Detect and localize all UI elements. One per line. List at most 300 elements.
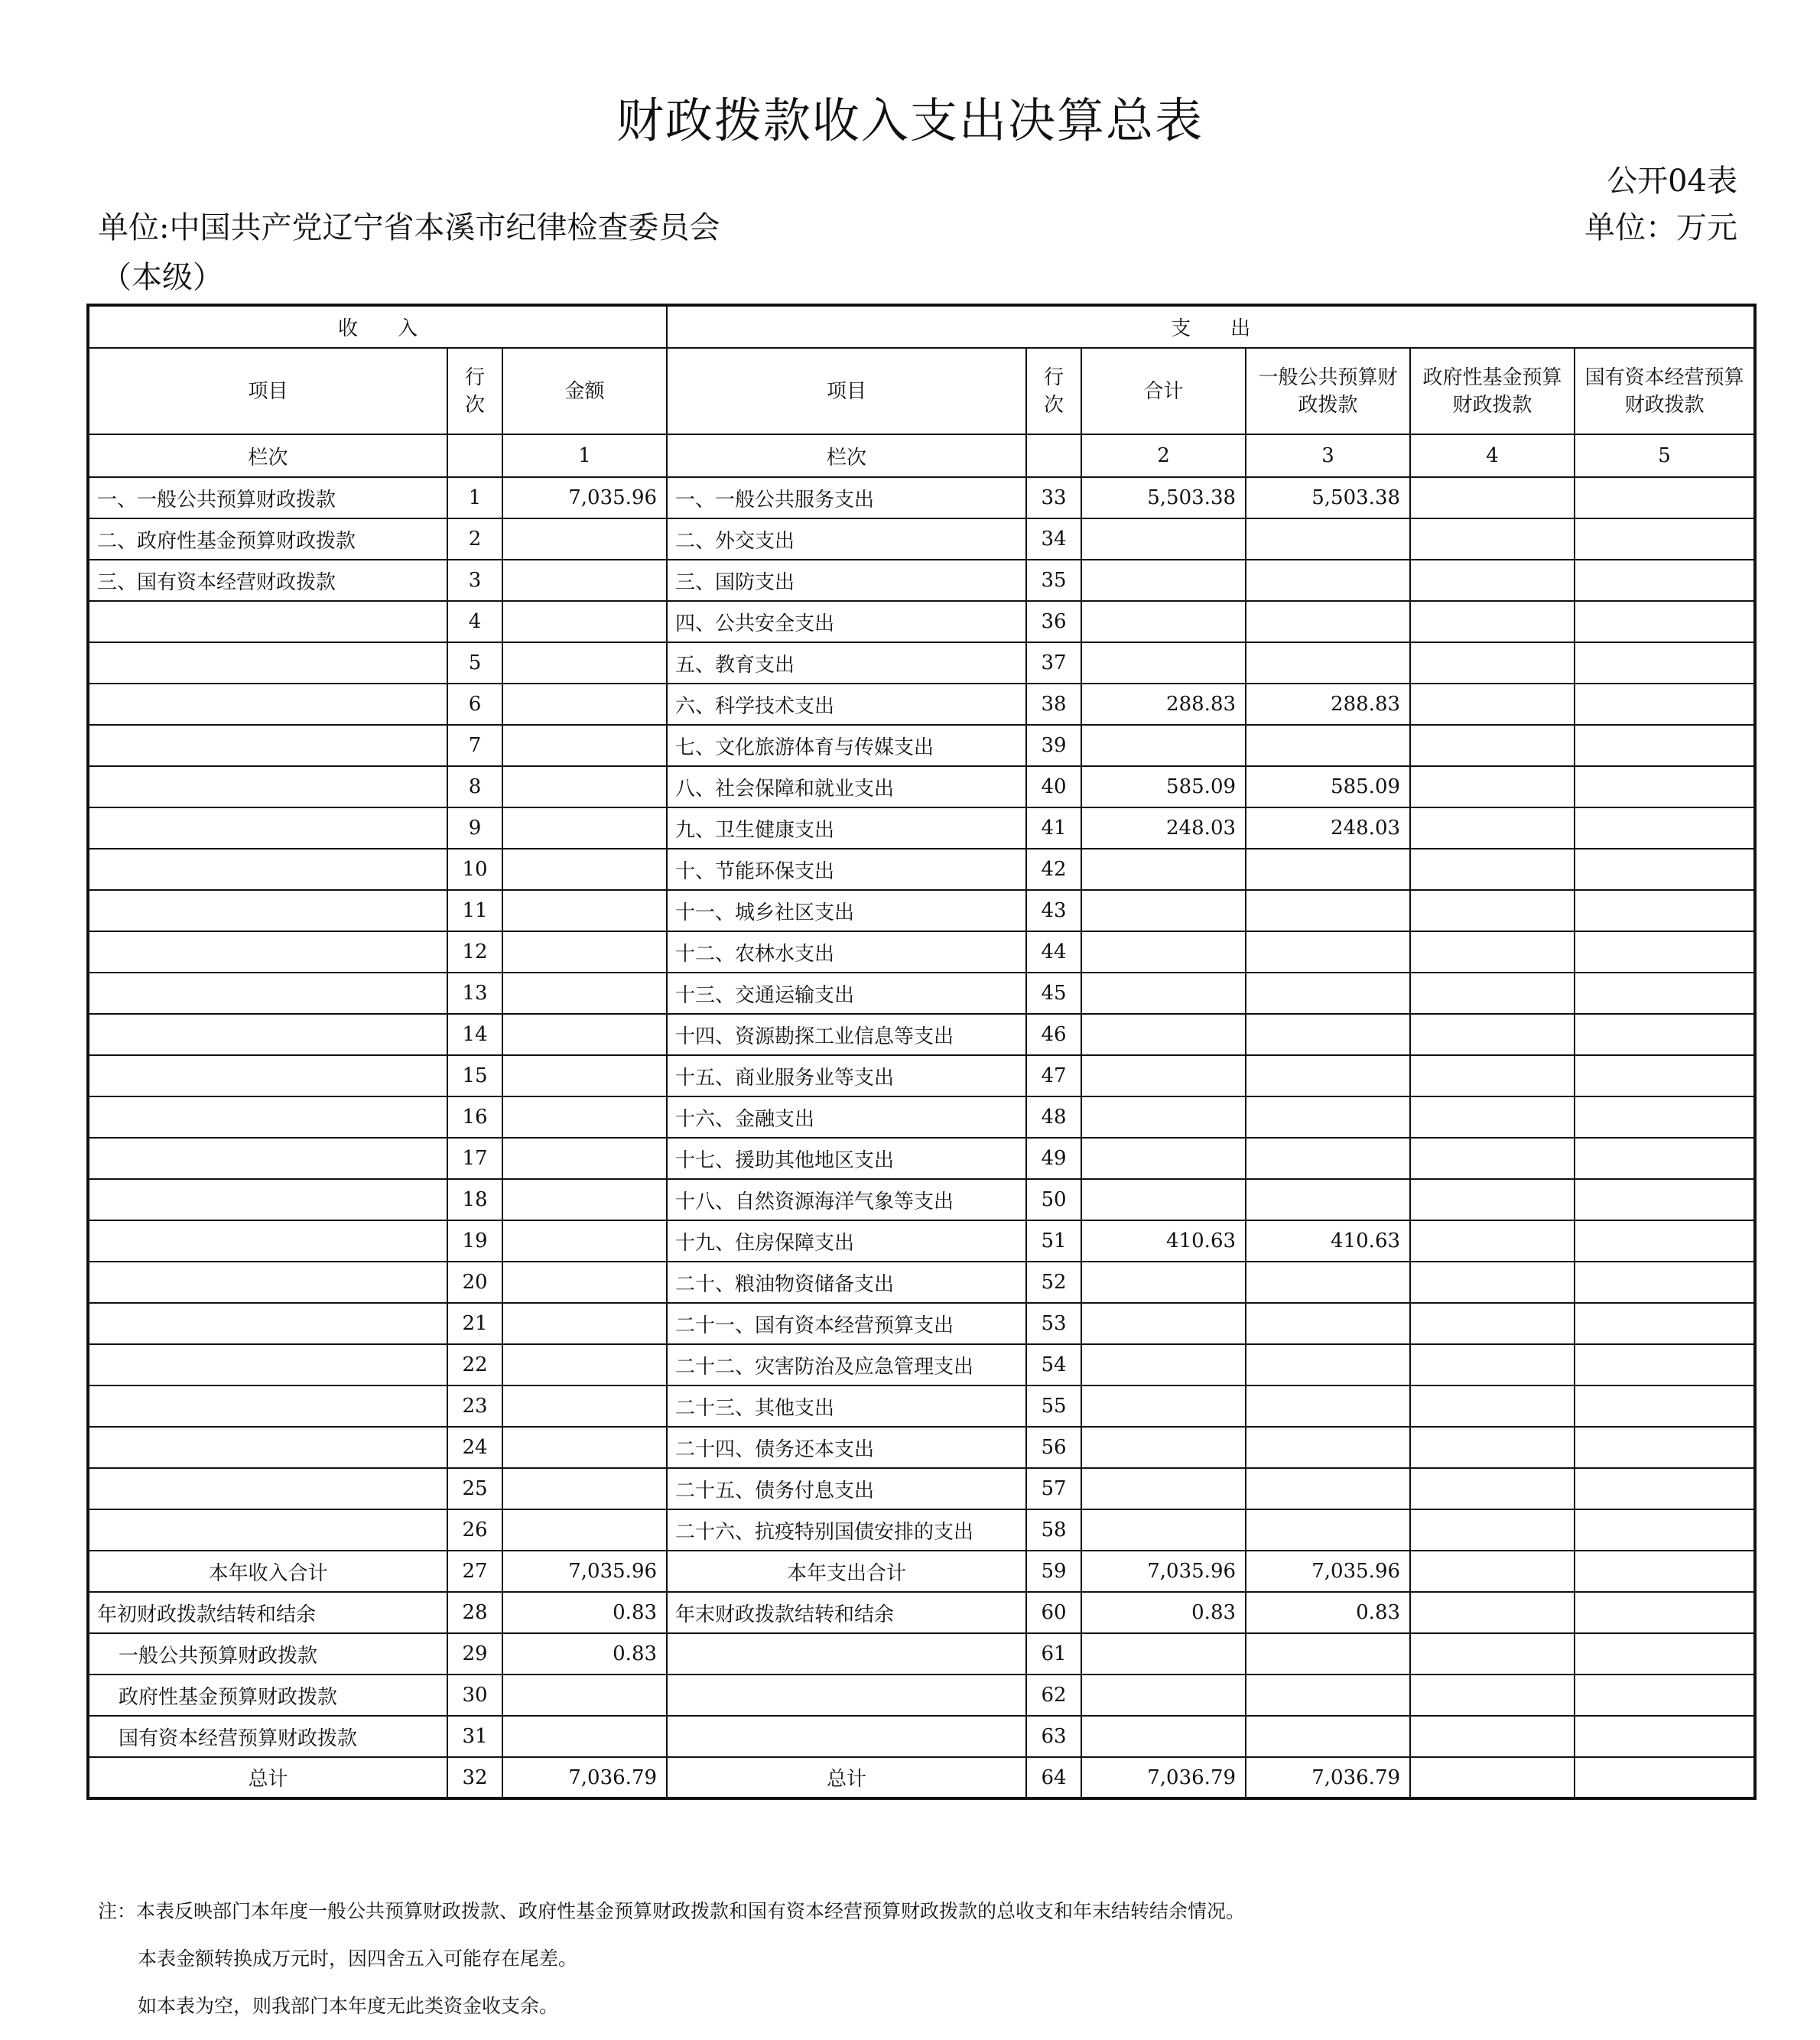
income-item-cell xyxy=(88,1344,447,1385)
table-row xyxy=(88,1179,1755,1220)
footnote-2: 本表金额转换成万元时，因四舍五入可能存在尾差。 xyxy=(138,1947,578,1970)
general-budget-amount-cell: 410.63 xyxy=(1246,1220,1410,1262)
income-amount-cell xyxy=(502,1138,667,1179)
expense-column-label: 栏次 xyxy=(667,434,1026,477)
expense-total-cell xyxy=(1081,1633,1246,1675)
income-amount-cell xyxy=(502,1303,667,1344)
income-amount-cell xyxy=(502,973,667,1014)
income-amount-cell xyxy=(502,1468,667,1509)
expense-total-cell: 0.83 xyxy=(1081,1592,1246,1633)
general-budget-amount-cell xyxy=(1246,1468,1410,1509)
expense-item-cell: 二十三、其他支出 xyxy=(667,1385,1026,1427)
gov-fund-amount-cell xyxy=(1410,1096,1575,1138)
soe-capital-amount-cell xyxy=(1575,1303,1755,1344)
expense-row-no-cell: 36 xyxy=(1026,601,1081,642)
soe-capital-amount-cell xyxy=(1575,1592,1755,1633)
soe-capital-header: 国有资本经营预算财政拨款 xyxy=(1575,348,1755,434)
soe-capital-amount-cell xyxy=(1575,973,1755,1014)
income-item-cell: 年初财政拨款结转和结余 xyxy=(88,1592,447,1633)
income-amount-cell xyxy=(502,1262,667,1303)
expense-row-no-cell: 49 xyxy=(1026,1138,1081,1179)
expense-item-cell: 十七、援助其他地区支出 xyxy=(667,1138,1026,1179)
gov-fund-amount-cell xyxy=(1410,973,1575,1014)
expense-row-no-cell: 63 xyxy=(1026,1716,1081,1757)
expense-row-no-cell: 55 xyxy=(1026,1385,1081,1427)
gov-fund-amount-cell xyxy=(1410,890,1575,931)
expense-row-no-cell: 51 xyxy=(1026,1220,1081,1262)
income-item-cell xyxy=(88,642,447,684)
expense-row-no-cell: 41 xyxy=(1026,807,1081,849)
table-row xyxy=(88,1262,1755,1303)
general-budget-amount-cell xyxy=(1246,1262,1410,1303)
gov-fund-amount-cell xyxy=(1410,1055,1575,1096)
income-amount-cell xyxy=(502,849,667,890)
income-item-cell xyxy=(88,849,447,890)
income-item-cell: 政府性基金预算财政拨款 xyxy=(88,1675,447,1716)
income-item-cell xyxy=(88,1138,447,1179)
column-number-4: 4 xyxy=(1410,434,1575,477)
reporting-unit: 单位:中国共产党辽宁省本溪市纪律检查委员会 xyxy=(98,210,720,245)
gov-fund-amount-cell xyxy=(1410,1592,1575,1633)
soe-capital-amount-cell xyxy=(1575,931,1755,973)
expense-row-no-cell: 40 xyxy=(1026,766,1081,807)
income-item-cell: 三、国有资本经营财政拨款 xyxy=(88,560,447,601)
expense-row-no-header: 行次 xyxy=(1026,348,1081,434)
expense-total-cell xyxy=(1081,601,1246,642)
income-amount-cell: 7,035.96 xyxy=(502,1551,667,1592)
income-item-cell xyxy=(88,684,447,725)
income-amount-cell xyxy=(502,1675,667,1716)
general-budget-amount-cell xyxy=(1246,1096,1410,1138)
income-amount-cell xyxy=(502,642,667,684)
table-row xyxy=(88,518,1755,560)
table-row xyxy=(88,1633,1755,1675)
expense-column-blank xyxy=(1026,434,1081,477)
expense-item-cell: 二十四、债务还本支出 xyxy=(667,1427,1026,1468)
gov-fund-amount-cell xyxy=(1410,1262,1575,1303)
expense-row-no-cell: 56 xyxy=(1026,1427,1081,1468)
income-row-no-cell: 8 xyxy=(447,766,502,807)
expense-row-no-cell: 38 xyxy=(1026,684,1081,725)
income-row-no-cell: 9 xyxy=(447,807,502,849)
expense-row-no-cell: 33 xyxy=(1026,477,1081,518)
expense-row-no-cell: 39 xyxy=(1026,725,1081,766)
general-budget-amount-cell xyxy=(1246,1509,1410,1551)
expense-row-no-cell: 48 xyxy=(1026,1096,1081,1138)
expense-item-cell: 本年支出合计 xyxy=(667,1551,1026,1592)
income-row-no-cell: 5 xyxy=(447,642,502,684)
income-row-no-cell: 21 xyxy=(447,1303,502,1344)
table-row xyxy=(88,1509,1755,1551)
gov-fund-amount-cell xyxy=(1410,1716,1575,1757)
expense-total-cell xyxy=(1081,725,1246,766)
income-amount-cell xyxy=(502,518,667,560)
expense-total-header: 合计 xyxy=(1081,348,1246,434)
table-row xyxy=(88,1138,1755,1179)
gov-fund-amount-cell xyxy=(1410,518,1575,560)
expense-total-cell xyxy=(1081,1014,1246,1055)
general-budget-amount-cell xyxy=(1246,1675,1410,1716)
expense-item-header: 项目 xyxy=(667,348,1026,434)
general-budget-amount-cell xyxy=(1246,560,1410,601)
gov-fund-amount-cell xyxy=(1410,849,1575,890)
column-number-1: 1 xyxy=(502,434,667,477)
table-row xyxy=(88,1303,1755,1344)
income-item-cell xyxy=(88,1303,447,1344)
expense-total-cell: 7,036.79 xyxy=(1081,1757,1246,1798)
table-row xyxy=(88,725,1755,766)
soe-capital-amount-cell xyxy=(1575,1675,1755,1716)
gov-fund-amount-cell xyxy=(1410,1014,1575,1055)
income-row-no-cell: 31 xyxy=(447,1716,502,1757)
gov-fund-amount-cell xyxy=(1410,1344,1575,1385)
expense-item-cell: 十六、金融支出 xyxy=(667,1096,1026,1138)
general-budget-amount-cell xyxy=(1246,973,1410,1014)
currency-unit: 单位：万元 xyxy=(1584,210,1737,245)
income-item-cell xyxy=(88,1220,447,1262)
soe-capital-amount-cell xyxy=(1575,518,1755,560)
income-item-cell xyxy=(88,766,447,807)
income-item-cell xyxy=(88,1427,447,1468)
expense-total-cell xyxy=(1081,1716,1246,1757)
table-row xyxy=(88,1592,1755,1633)
general-budget-amount-cell xyxy=(1246,1716,1410,1757)
expense-row-no-cell: 50 xyxy=(1026,1179,1081,1220)
expense-total-cell xyxy=(1081,1385,1246,1427)
soe-capital-amount-cell xyxy=(1575,477,1755,518)
income-amount-cell xyxy=(502,766,667,807)
income-row-no-cell: 12 xyxy=(447,931,502,973)
gov-fund-amount-cell xyxy=(1410,1303,1575,1344)
expense-total-cell xyxy=(1081,1509,1246,1551)
income-row-no-cell: 24 xyxy=(447,1427,502,1468)
income-amount-header: 金额 xyxy=(502,348,667,434)
income-column-blank xyxy=(447,434,502,477)
income-amount-cell: 0.83 xyxy=(502,1633,667,1675)
income-item-cell xyxy=(88,807,447,849)
income-amount-cell xyxy=(502,1344,667,1385)
general-budget-amount-cell xyxy=(1246,890,1410,931)
expense-item-cell: 十八、自然资源海洋气象等支出 xyxy=(667,1179,1026,1220)
income-amount-cell xyxy=(502,1716,667,1757)
soe-capital-amount-cell xyxy=(1575,1055,1755,1096)
income-item-cell xyxy=(88,1468,447,1509)
table-row xyxy=(88,1675,1755,1716)
gov-fund-amount-cell xyxy=(1410,1220,1575,1262)
soe-capital-amount-cell xyxy=(1575,766,1755,807)
footnote-3: 如本表为空，则我部门本年度无此类资金收支余。 xyxy=(138,1995,559,2017)
expense-item-cell: 八、社会保障和就业支出 xyxy=(667,766,1026,807)
income-row-no-cell: 27 xyxy=(447,1551,502,1592)
general-budget-amount-cell xyxy=(1246,1344,1410,1385)
expense-item-cell: 年末财政拨款结转和结余 xyxy=(667,1592,1026,1633)
income-item-cell: 总计 xyxy=(88,1757,447,1798)
expense-item-cell: 总计 xyxy=(667,1757,1026,1798)
expense-total-cell xyxy=(1081,1468,1246,1509)
soe-capital-amount-cell xyxy=(1575,1138,1755,1179)
table-row xyxy=(88,1220,1755,1262)
expense-item-cell: 二十一、国有资本经营预算支出 xyxy=(667,1303,1026,1344)
soe-capital-amount-cell xyxy=(1575,890,1755,931)
soe-capital-amount-cell xyxy=(1575,1509,1755,1551)
expense-total-cell xyxy=(1081,518,1246,560)
income-column-label: 栏次 xyxy=(88,434,447,477)
soe-capital-amount-cell xyxy=(1575,1757,1755,1798)
income-amount-cell xyxy=(502,807,667,849)
income-item-cell xyxy=(88,890,447,931)
expense-total-cell: 7,035.96 xyxy=(1081,1551,1246,1592)
table-title: 财政拨款收入支出决算总表 xyxy=(616,93,1204,148)
soe-capital-amount-cell xyxy=(1575,1427,1755,1468)
general-budget-amount-cell xyxy=(1246,1303,1410,1344)
table-row xyxy=(88,1096,1755,1138)
table-row xyxy=(88,684,1755,725)
income-row-no-cell: 30 xyxy=(447,1675,502,1716)
expense-row-no-cell: 47 xyxy=(1026,1055,1081,1096)
income-row-no-cell: 7 xyxy=(447,725,502,766)
general-budget-amount-cell: 0.83 xyxy=(1246,1592,1410,1633)
income-item-cell xyxy=(88,601,447,642)
income-item-cell: 一、一般公共预算财政拨款 xyxy=(88,477,447,518)
expense-item-cell: 十三、交通运输支出 xyxy=(667,973,1026,1014)
expense-item-cell: 三、国防支出 xyxy=(667,560,1026,601)
table-row xyxy=(88,890,1755,931)
expense-item-cell: 二十、粮油物资储备支出 xyxy=(667,1262,1026,1303)
gov-fund-amount-cell xyxy=(1410,684,1575,725)
expense-item-cell: 二、外交支出 xyxy=(667,518,1026,560)
table-row xyxy=(88,560,1755,601)
expense-row-no-cell: 46 xyxy=(1026,1014,1081,1055)
soe-capital-amount-cell xyxy=(1575,807,1755,849)
expense-total-cell xyxy=(1081,1055,1246,1096)
table-row xyxy=(88,766,1755,807)
expense-total-cell xyxy=(1081,973,1246,1014)
income-row-no-cell: 26 xyxy=(447,1509,502,1551)
soe-capital-amount-cell xyxy=(1575,642,1755,684)
expense-item-cell: 六、科学技术支出 xyxy=(667,684,1026,725)
gov-fund-amount-cell xyxy=(1410,1757,1575,1798)
expense-total-cell xyxy=(1081,1303,1246,1344)
income-row-no-cell: 15 xyxy=(447,1055,502,1096)
table-row xyxy=(88,477,1755,518)
table-row xyxy=(88,601,1755,642)
income-row-no-cell: 22 xyxy=(447,1344,502,1385)
expense-total-cell: 5,503.38 xyxy=(1081,477,1246,518)
gov-fund-amount-cell xyxy=(1410,1551,1575,1592)
expense-item-cell: 二十二、灾害防治及应急管理支出 xyxy=(667,1344,1026,1385)
expense-row-no-cell: 45 xyxy=(1026,973,1081,1014)
income-item-cell xyxy=(88,1385,447,1427)
income-row-no-cell: 11 xyxy=(447,890,502,931)
gov-fund-amount-cell xyxy=(1410,1385,1575,1427)
general-budget-amount-cell xyxy=(1246,1179,1410,1220)
gov-fund-amount-cell xyxy=(1410,1675,1575,1716)
income-item-cell xyxy=(88,1179,447,1220)
table-row xyxy=(88,642,1755,684)
expense-item-cell xyxy=(667,1633,1026,1675)
expense-row-no-cell: 62 xyxy=(1026,1675,1081,1716)
gov-fund-amount-cell xyxy=(1410,560,1575,601)
general-budget-amount-cell xyxy=(1246,1633,1410,1675)
income-row-no-cell: 32 xyxy=(447,1757,502,1798)
income-item-cell: 本年收入合计 xyxy=(88,1551,447,1592)
expense-item-cell xyxy=(667,1716,1026,1757)
income-item-cell: 一般公共预算财政拨款 xyxy=(88,1633,447,1675)
income-row-no-header: 行次 xyxy=(447,348,502,434)
expense-item-cell: 十、节能环保支出 xyxy=(667,849,1026,890)
gov-fund-amount-cell xyxy=(1410,1633,1575,1675)
income-amount-cell xyxy=(502,1179,667,1220)
expense-row-no-cell: 44 xyxy=(1026,931,1081,973)
expense-item-cell: 二十五、债务付息支出 xyxy=(667,1468,1026,1509)
general-budget-amount-cell: 585.09 xyxy=(1246,766,1410,807)
soe-capital-amount-cell xyxy=(1575,684,1755,725)
income-row-no-cell: 19 xyxy=(447,1220,502,1262)
gov-fund-amount-cell xyxy=(1410,1138,1575,1179)
income-amount-cell xyxy=(502,684,667,725)
expense-item-cell: 九、卫生健康支出 xyxy=(667,807,1026,849)
expense-item-cell: 七、文化旅游体育与传媒支出 xyxy=(667,725,1026,766)
income-row-no-cell: 14 xyxy=(447,1014,502,1055)
income-item-cell xyxy=(88,973,447,1014)
expense-total-cell xyxy=(1081,1344,1246,1385)
expense-row-no-cell: 43 xyxy=(1026,890,1081,931)
income-amount-cell xyxy=(502,1220,667,1262)
gov-fund-amount-cell xyxy=(1410,642,1575,684)
gov-fund-amount-cell xyxy=(1410,725,1575,766)
general-budget-amount-cell: 7,035.96 xyxy=(1246,1551,1410,1592)
expense-item-cell: 十一、城乡社区支出 xyxy=(667,890,1026,931)
table-row xyxy=(88,973,1755,1014)
soe-capital-amount-cell xyxy=(1575,849,1755,890)
expense-item-cell: 十九、住房保障支出 xyxy=(667,1220,1026,1262)
unit-level: （本级） xyxy=(101,260,223,295)
income-row-no-cell: 4 xyxy=(447,601,502,642)
gov-fund-amount-cell xyxy=(1410,931,1575,973)
expense-row-no-cell: 42 xyxy=(1026,849,1081,890)
soe-capital-amount-cell xyxy=(1575,1385,1755,1427)
expense-row-no-cell: 54 xyxy=(1026,1344,1081,1385)
income-row-no-cell: 6 xyxy=(447,684,502,725)
income-amount-cell: 0.83 xyxy=(502,1592,667,1633)
expense-section-header: 支 出 xyxy=(667,305,1755,348)
general-budget-amount-cell: 248.03 xyxy=(1246,807,1410,849)
general-budget-amount-cell xyxy=(1246,1385,1410,1427)
soe-capital-amount-cell xyxy=(1575,1179,1755,1220)
expense-item-cell: 十四、资源勘探工业信息等支出 xyxy=(667,1014,1026,1055)
general-budget-amount-cell: 5,503.38 xyxy=(1246,477,1410,518)
budget-summary-table xyxy=(86,304,1757,1800)
general-budget-amount-cell xyxy=(1246,1055,1410,1096)
gov-fund-amount-cell xyxy=(1410,1179,1575,1220)
general-budget-header: 一般公共预算财政拨款 xyxy=(1246,348,1410,434)
expense-item-cell: 二十六、抗疫特别国债安排的支出 xyxy=(667,1509,1026,1551)
table-row xyxy=(88,1055,1755,1096)
income-row-no-cell: 1 xyxy=(447,477,502,518)
income-row-no-cell: 20 xyxy=(447,1262,502,1303)
income-row-no-cell: 10 xyxy=(447,849,502,890)
income-item-cell xyxy=(88,1096,447,1138)
table-row xyxy=(88,807,1755,849)
income-item-cell xyxy=(88,931,447,973)
expense-item-cell: 五、教育支出 xyxy=(667,642,1026,684)
income-row-no-cell: 17 xyxy=(447,1138,502,1179)
expense-total-cell xyxy=(1081,890,1246,931)
income-item-cell xyxy=(88,1014,447,1055)
income-item-cell xyxy=(88,1055,447,1096)
general-budget-amount-cell xyxy=(1246,1014,1410,1055)
expense-total-cell xyxy=(1081,1138,1246,1179)
income-row-no-cell: 2 xyxy=(447,518,502,560)
footnote-1: 注：本表反映部门本年度一般公共预算财政拨款、政府性基金预算财政拨款和国有资本经营预算财政拨款的总收支和年末结转结余情况。 xyxy=(98,1900,1246,1922)
table-row xyxy=(88,1468,1755,1509)
expense-total-cell xyxy=(1081,849,1246,890)
expense-total-cell: 288.83 xyxy=(1081,684,1246,725)
expense-total-cell xyxy=(1081,1096,1246,1138)
gov-fund-amount-cell xyxy=(1410,1468,1575,1509)
income-row-no-cell: 23 xyxy=(447,1385,502,1427)
expense-total-cell: 248.03 xyxy=(1081,807,1246,849)
income-amount-cell: 7,036.79 xyxy=(502,1757,667,1798)
gov-fund-amount-cell xyxy=(1410,1509,1575,1551)
income-amount-cell xyxy=(502,1385,667,1427)
gov-fund-amount-cell xyxy=(1410,1427,1575,1468)
general-budget-amount-cell xyxy=(1246,931,1410,973)
expense-row-no-cell: 34 xyxy=(1026,518,1081,560)
general-budget-amount-cell xyxy=(1246,518,1410,560)
expense-row-no-cell: 52 xyxy=(1026,1262,1081,1303)
income-row-no-cell: 13 xyxy=(447,973,502,1014)
income-amount-cell xyxy=(502,1096,667,1138)
general-budget-amount-cell xyxy=(1246,849,1410,890)
income-section-header: 收 入 xyxy=(88,305,667,348)
expense-item-cell: 一、一般公共服务支出 xyxy=(667,477,1026,518)
income-row-no-cell: 18 xyxy=(447,1179,502,1220)
expense-item-cell: 十二、农林水支出 xyxy=(667,931,1026,973)
expense-total-cell xyxy=(1081,1427,1246,1468)
soe-capital-amount-cell xyxy=(1575,1551,1755,1592)
column-number-2: 2 xyxy=(1081,434,1246,477)
income-amount-cell xyxy=(502,1055,667,1096)
expense-total-cell: 410.63 xyxy=(1081,1220,1246,1262)
expense-row-no-cell: 61 xyxy=(1026,1633,1081,1675)
soe-capital-amount-cell xyxy=(1575,601,1755,642)
income-item-cell xyxy=(88,725,447,766)
table-row xyxy=(88,1385,1755,1427)
income-amount-cell xyxy=(502,725,667,766)
income-amount-cell xyxy=(502,1509,667,1551)
expense-item-cell xyxy=(667,1675,1026,1716)
expense-row-no-cell: 57 xyxy=(1026,1468,1081,1509)
income-amount-cell xyxy=(502,890,667,931)
expense-row-no-cell: 64 xyxy=(1026,1757,1081,1798)
expense-row-no-cell: 58 xyxy=(1026,1509,1081,1551)
income-item-cell xyxy=(88,1262,447,1303)
column-number-3: 3 xyxy=(1246,434,1410,477)
table-row xyxy=(88,931,1755,973)
income-item-cell: 国有资本经营预算财政拨款 xyxy=(88,1716,447,1757)
general-budget-amount-cell xyxy=(1246,642,1410,684)
income-row-no-cell: 25 xyxy=(447,1468,502,1509)
expense-item-cell: 十五、商业服务业等支出 xyxy=(667,1055,1026,1096)
income-amount-cell: 7,035.96 xyxy=(502,477,667,518)
general-budget-amount-cell: 7,036.79 xyxy=(1246,1757,1410,1798)
footnotes xyxy=(98,1898,1245,2040)
gov-fund-amount-cell xyxy=(1410,807,1575,849)
income-amount-cell xyxy=(502,1427,667,1468)
soe-capital-amount-cell xyxy=(1575,1096,1755,1138)
soe-capital-amount-cell xyxy=(1575,1633,1755,1675)
